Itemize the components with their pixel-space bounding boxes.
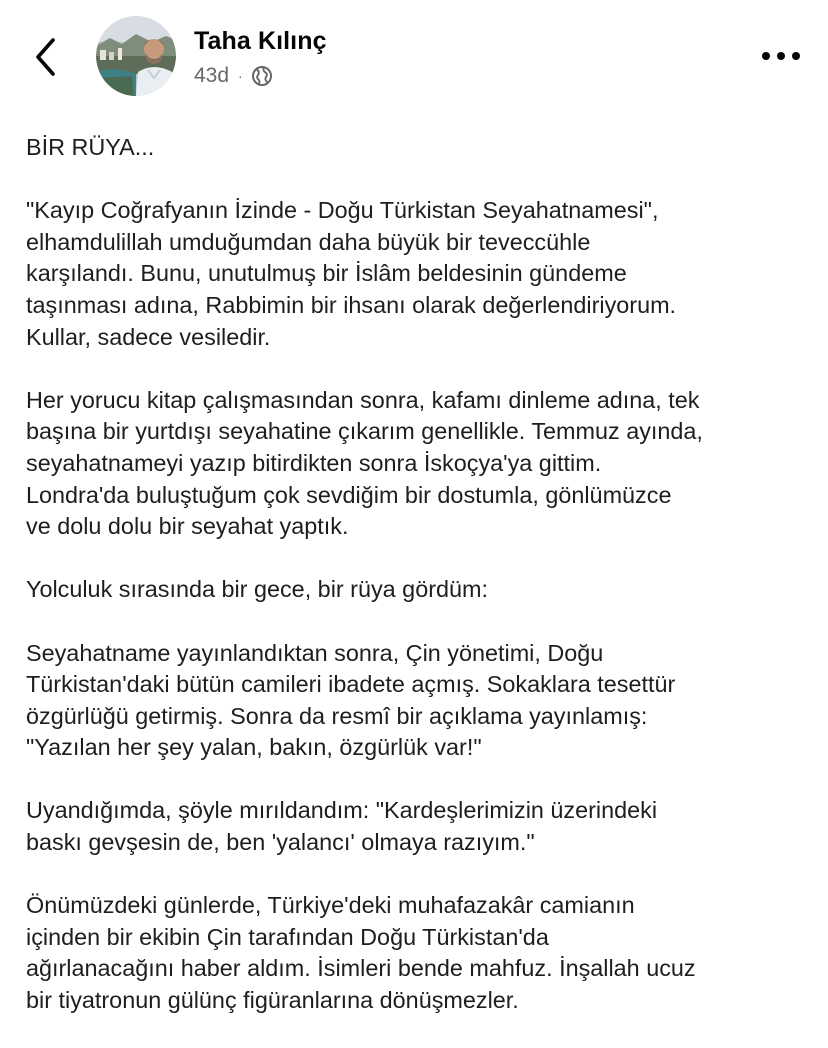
post-paragraph	[26, 385, 816, 543]
post-text-line: başına bir yurtdışı seyahatine çıkarım genellikle. Temmuz ayında,	[26, 418, 703, 445]
post-text-line: ve dolu dolu bir seyahat yaptık.	[26, 513, 349, 540]
post-header	[0, 0, 828, 110]
post-text-line: seyahatnameyi yazıp bitirdikten sonra İskoçya'ya gittim.	[26, 449, 602, 476]
post-paragraph	[26, 132, 816, 164]
post-paragraph	[26, 195, 816, 353]
post-text-line: "Kayıp Coğrafyanın İzinde - Doğu Türkistan Seyahatnamesi",	[26, 197, 659, 224]
post-text-line: ağırlanacağını haber aldım. İsimleri bende mahfuz. İnşallah ucuz	[26, 955, 696, 982]
post-time[interactable]: 43d	[194, 64, 230, 87]
more-horizontal-icon	[756, 40, 806, 72]
post-paragraph	[26, 890, 816, 1016]
post-text-line: Önümüzdeki günlerde, Türkiye'deki muhafazakâr camianın	[26, 892, 635, 919]
post-text-line: bir tiyatronun gülünç figüranlarına dönüşmezler.	[26, 987, 519, 1014]
author-avatar[interactable]	[96, 16, 176, 96]
globe-icon[interactable]	[251, 65, 273, 87]
post-text-line: Seyahatname yayınlandıktan sonra, Çin yönetimi, Doğu	[26, 639, 604, 666]
post-text-line: baskı gevşesin de, ben 'yalancı' olmaya razıyım."	[26, 829, 535, 856]
post-text-line: Türkistan'daki bütün camileri ibadete açmış. Sokaklara tesettür	[26, 671, 676, 698]
post-paragraph	[26, 638, 816, 764]
post-body	[26, 132, 816, 1048]
post-text-line: içinden bir ekibin Çin tarafından Doğu Türkistan'da	[26, 923, 549, 950]
post-paragraph	[26, 795, 816, 858]
post-text-line: Londra'da buluştuğum çok sevdiğim bir dostumla, gönlümüzce	[26, 481, 672, 508]
post-text-line: Yolculuk sırasında bir gece, bir rüya gördüm:	[26, 576, 488, 603]
post-text-line: özgürlüğü getirmiş. Sonra da resmî bir açıklama yayınlamış:	[26, 702, 648, 729]
meta-separator: ·	[238, 68, 243, 84]
back-button[interactable]	[22, 30, 72, 84]
post-paragraph	[26, 574, 816, 606]
chevron-left-icon	[22, 30, 72, 84]
post-text-line: karşılandı. Bunu, unutulmuş bir İslâm beldesinin gündeme	[26, 260, 627, 287]
post-text-line: Her yorucu kitap çalışmasından sonra, kafamı dinleme adına, tek	[26, 386, 700, 413]
post-text-line: "Yazılan her şey yalan, bakın, özgürlük var!"	[26, 734, 482, 761]
more-options-button[interactable]	[756, 40, 806, 72]
post-text-line: Kullar, sadece vesiledir.	[26, 323, 271, 350]
post-text-line: taşınması adına, Rabbimin bir ihsanı olarak değerlendiriyorum.	[26, 291, 677, 318]
post-text-line: Uyandığımda, şöyle mırıldandım: "Kardeşlerimizin üzerindeki	[26, 797, 658, 824]
avatar-photo	[96, 16, 176, 96]
author-name[interactable]: Taha Kılınç	[194, 27, 327, 55]
post-text-line: elhamdulillah umduğumdan daha büyük bir teveccühle	[26, 228, 591, 255]
post-text-line: BİR RÜYA...	[26, 134, 155, 160]
post-meta	[194, 63, 273, 89]
